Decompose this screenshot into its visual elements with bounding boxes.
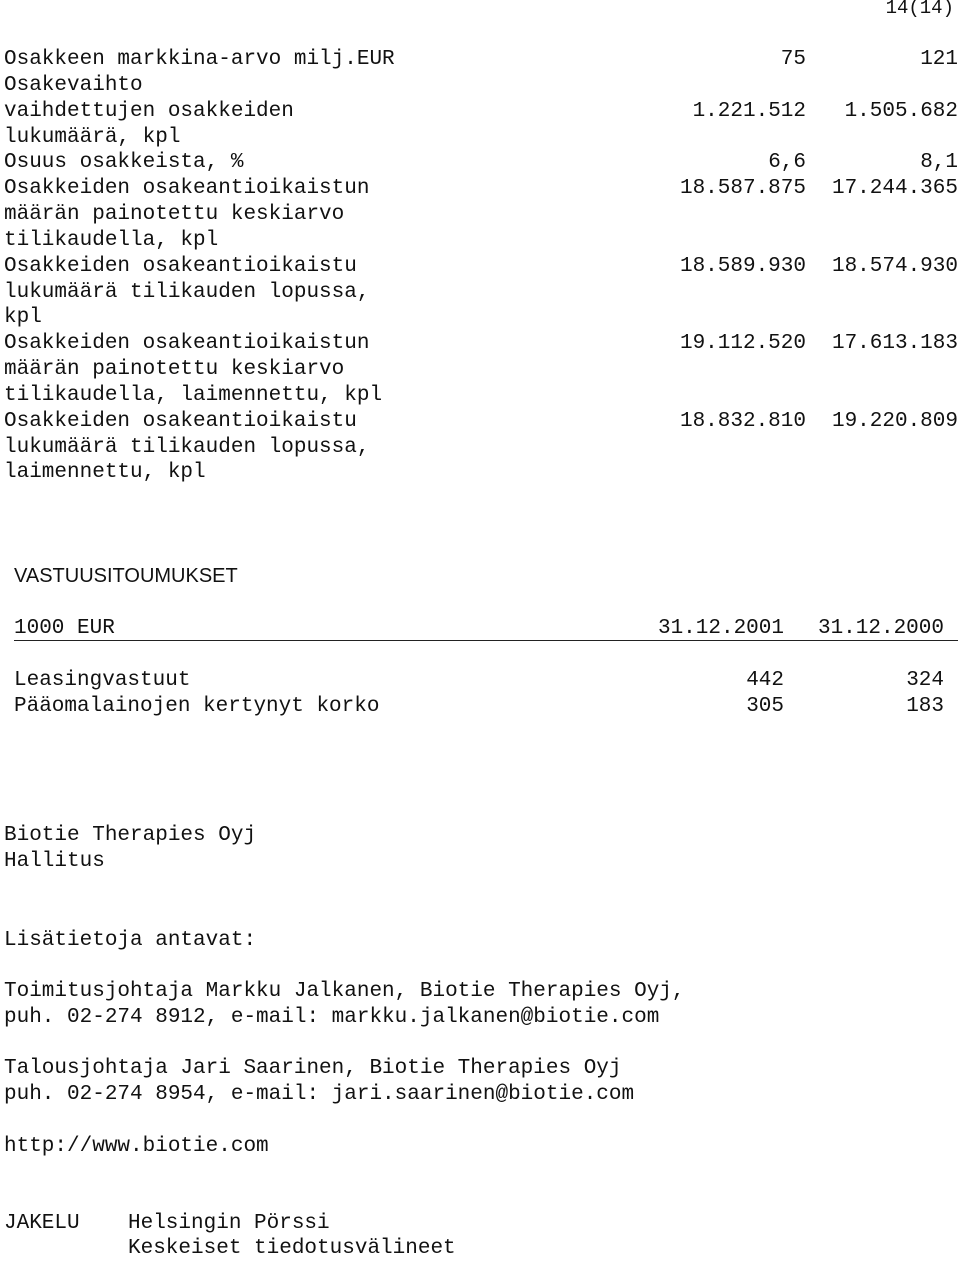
row-label: kpl	[4, 306, 42, 329]
table-row-continued	[4, 460, 958, 486]
row-label: laimennettu, kpl	[4, 461, 206, 484]
table-row	[4, 73, 958, 99]
value-2001: 1.221.512	[692, 100, 806, 123]
value-2001: 18.589.930	[679, 255, 806, 278]
value-2001: 442	[746, 669, 784, 692]
value-2001: 18.832.810	[679, 410, 806, 433]
value-2000: 324	[906, 669, 944, 692]
distribution-item: Keskeiset tiedotusvälineet	[128, 1237, 456, 1260]
contact-ceo-phone-email[interactable]: puh. 02-274 8912, e-mail: markku.jalkanen@biotie.com	[4, 1006, 660, 1029]
value-2000: 17.613.183	[831, 332, 958, 355]
value-2000: 19.220.809	[831, 410, 958, 433]
distribution-item: Helsingin Pörssi	[128, 1212, 330, 1235]
row-label: Osakkeiden osakeantioikaistun	[4, 177, 370, 200]
row-label: lukumäärä tilikauden lopussa,	[4, 281, 370, 304]
value-2000: 8,1	[920, 151, 958, 174]
table-row-continued	[4, 357, 958, 383]
page-number: 14(14)	[885, 0, 954, 19]
row-label: Osakkeiden osakeantioikaistu	[4, 255, 357, 278]
table-row-continued	[4, 125, 958, 151]
value-2001: 19.112.520	[679, 332, 806, 355]
table-header	[14, 616, 944, 642]
value-2000: 183	[906, 695, 944, 718]
table-row-continued	[4, 202, 958, 228]
value-2001: 6,6	[768, 151, 806, 174]
row-label: vaihdettujen osakkeiden	[4, 100, 294, 123]
contact-ceo-name: Toimitusjohtaja Markku Jalkanen, Biotie Therapies Oyj,	[4, 980, 685, 1003]
contact-cfo-name: Talousjohtaja Jari Saarinen, Biotie Therapies Oyj	[4, 1057, 622, 1080]
row-label: Pääomalainojen kertynyt korko	[14, 695, 380, 718]
table-row	[4, 99, 958, 125]
row-label: lukumäärä tilikauden lopussa,	[4, 436, 370, 459]
info-heading: Lisätietoja antavat:	[4, 929, 257, 952]
row-label: Osakevaihto	[4, 74, 143, 97]
website-link[interactable]: http://www.biotie.com	[4, 1135, 269, 1158]
unit-label: 1000 EUR	[14, 617, 115, 640]
company-name: Biotie Therapies Oyj	[4, 824, 257, 847]
row-label: Leasingvastuut	[14, 669, 191, 692]
value-2001: 18.587.875	[679, 177, 806, 200]
row-label: lukumäärä, kpl	[4, 126, 181, 149]
distribution-label: JAKELU	[4, 1212, 80, 1235]
row-label: tilikaudella, kpl	[4, 229, 219, 252]
row-label: Osakkeen markkina-arvo milj.EUR	[4, 48, 395, 71]
table-row	[4, 409, 958, 435]
row-label: määrän painotettu keskiarvo	[4, 203, 345, 226]
value-2001: 305	[746, 695, 784, 718]
board-label: Hallitus	[4, 850, 105, 873]
row-label: tilikaudella, laimennettu, kpl	[4, 384, 383, 407]
table-row-continued	[4, 305, 958, 331]
header-divider	[14, 640, 958, 641]
value-2000: 18.574.930	[831, 255, 958, 278]
table-row-continued	[4, 280, 958, 306]
table-row	[4, 47, 958, 73]
table-row	[14, 668, 944, 694]
column-header-2000: 31.12.2000	[817, 617, 944, 640]
row-label: määrän painotettu keskiarvo	[4, 358, 345, 381]
column-header-2001: 31.12.2001	[657, 617, 784, 640]
value-2000: 121	[920, 48, 958, 71]
value-2001: 75	[780, 48, 806, 71]
value-2000: 17.244.365	[831, 177, 958, 200]
section-title: VASTUUSITOUMUKSET	[14, 565, 238, 587]
table-row-continued	[4, 228, 958, 254]
contact-cfo-phone-email[interactable]: puh. 02-274 8954, e-mail: jari.saarinen@biotie.com	[4, 1083, 635, 1106]
row-label: Osuus osakkeista, %	[4, 151, 244, 174]
table-row	[4, 150, 958, 176]
row-label: Osakkeiden osakeantioikaistu	[4, 410, 357, 433]
table-row-continued	[4, 383, 958, 409]
table-row	[4, 176, 958, 202]
row-label: Osakkeiden osakeantioikaistun	[4, 332, 370, 355]
table-row-continued	[4, 435, 958, 461]
value-2000: 1.505.682	[844, 100, 958, 123]
table-row	[14, 694, 944, 720]
table-row	[4, 331, 958, 357]
table-row	[4, 254, 958, 280]
